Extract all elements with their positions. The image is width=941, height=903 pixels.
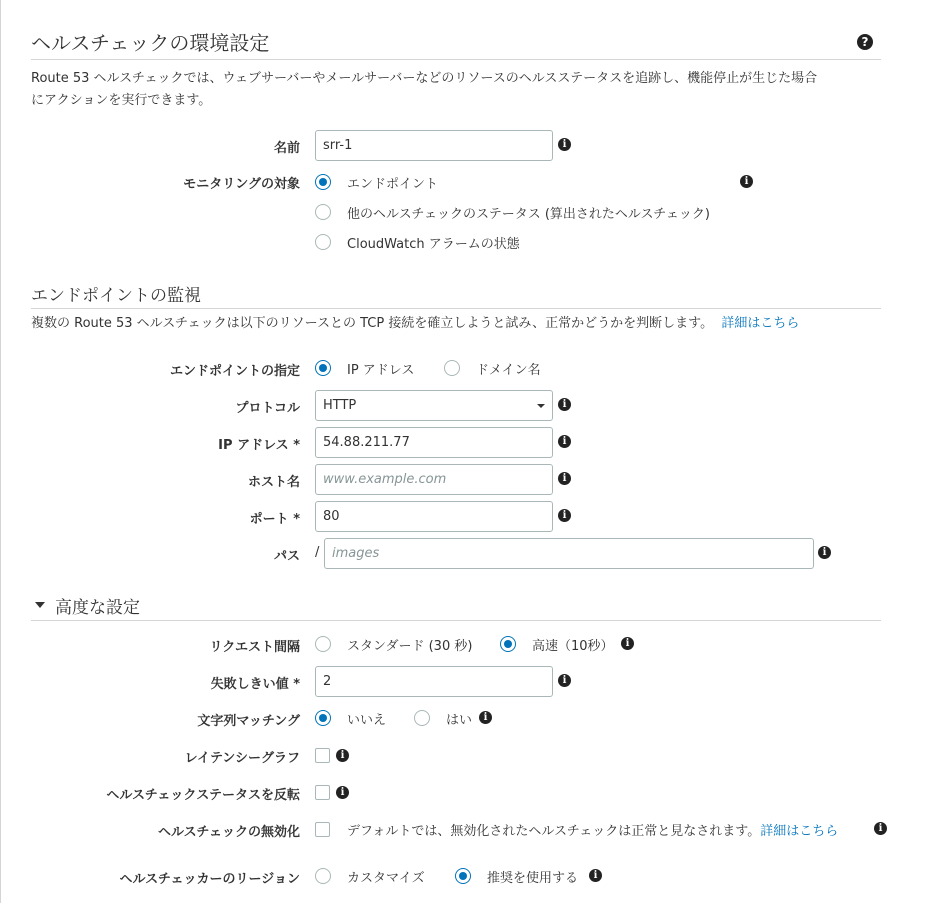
monitor-endpoint-radio[interactable] [315, 174, 331, 190]
page-description-line1: Route 53 ヘルスチェックでは、ウェブサーバーやメールサーバーなどのリソースのヘルスステータスを追跡し、機能停止が生じた場合 [31, 71, 818, 86]
specify-ip-radio[interactable] [315, 360, 331, 376]
info-icon[interactable]: i [558, 398, 571, 411]
disable-description: デフォルトでは、無効化されたヘルスチェックは正常と見なされます。詳細はこちら [347, 824, 839, 839]
port-input[interactable] [315, 501, 553, 532]
string-matching-yes-radio[interactable] [414, 710, 430, 726]
info-icon[interactable]: i [558, 509, 571, 522]
title-divider [31, 59, 881, 60]
specify-endpoint-label: エンドポイントの指定 [169, 364, 300, 379]
specify-domain-label: ドメイン名 [476, 363, 541, 378]
endpoint-description: 複数の Route 53 ヘルスチェックは以下のリソースとの TCP 接続を確立しようと試み、正常かどうかを判断します。 詳細はこちら [31, 316, 800, 331]
info-icon[interactable]: i [818, 546, 831, 559]
specify-domain-radio[interactable] [444, 360, 460, 376]
path-label: パス [273, 549, 300, 564]
monitor-cloudwatch-label: CloudWatch アラームの状態 [347, 237, 520, 252]
interval-standard-label: スタンダード (30 秒) [347, 639, 473, 654]
info-icon[interactable]: i [558, 435, 571, 448]
info-icon[interactable]: i [589, 869, 602, 882]
port-label: ポート * [249, 512, 300, 527]
host-name-input[interactable] [315, 464, 553, 495]
advanced-section-title[interactable]: 高度な設定 [55, 598, 140, 618]
monitor-other-healthcheck-label: 他のヘルスチェックのステータス (算出されたヘルスチェック) [347, 207, 710, 222]
string-matching-label: 文字列マッチング [197, 714, 300, 729]
name-label: 名前 [273, 141, 300, 156]
monitor-cloudwatch-radio[interactable] [315, 234, 331, 250]
advanced-divider [31, 620, 881, 621]
page-description-line2: にアクションを実行できます。 [31, 93, 212, 108]
name-input[interactable] [315, 130, 553, 161]
info-icon[interactable]: i [740, 175, 753, 188]
request-interval-label: リクエスト間隔 [209, 640, 300, 655]
ip-address-input[interactable] [315, 427, 553, 458]
info-icon[interactable]: i [874, 822, 887, 835]
failure-threshold-input[interactable] [315, 666, 553, 697]
regions-recommended-label: 推奨を使用する [487, 871, 579, 886]
disable-learn-more-link[interactable]: 詳細はこちら [760, 824, 839, 839]
info-icon[interactable]: i [558, 472, 571, 485]
info-icon[interactable]: i [336, 749, 349, 762]
string-matching-yes-label: はい [446, 713, 473, 728]
invert-status-label: ヘルスチェックステータスを反転 [106, 788, 300, 803]
invert-status-checkbox[interactable] [315, 785, 330, 800]
interval-fast-label: 高速（10秒） [532, 639, 614, 654]
info-icon[interactable]: i [336, 786, 349, 799]
help-icon[interactable]: ? [857, 34, 873, 50]
endpoint-divider [31, 308, 881, 309]
page-title: ヘルスチェックの環境設定 [31, 31, 270, 55]
path-prefix: / [315, 545, 320, 560]
monitor-endpoint-label: エンドポイント [347, 177, 439, 192]
learn-more-link[interactable]: 詳細はこちら [721, 316, 800, 331]
failure-threshold-label: 失敗しきい値 * [210, 677, 300, 692]
path-input[interactable] [324, 538, 814, 569]
regions-customize-radio[interactable] [315, 868, 331, 884]
monitor-target-label: モニタリングの対象 [183, 177, 300, 192]
info-icon[interactable]: i [558, 674, 571, 687]
caret-down-icon[interactable] [35, 602, 45, 608]
regions-customize-label: カスタマイズ [347, 871, 425, 886]
disable-healthcheck-label: ヘルスチェックの無効化 [158, 825, 300, 840]
checker-regions-label: ヘルスチェッカーのリージョン [119, 872, 300, 887]
interval-standard-radio[interactable] [315, 636, 331, 652]
specify-ip-label: IP アドレス [347, 363, 415, 378]
protocol-selected-value: HTTP [323, 398, 357, 413]
chevron-down-icon [537, 404, 545, 408]
regions-recommended-radio[interactable] [455, 868, 471, 884]
string-matching-no-radio[interactable] [315, 710, 331, 726]
latency-graph-label: レイテンシーグラフ [184, 751, 300, 766]
info-icon[interactable]: i [558, 138, 571, 151]
disable-healthcheck-checkbox[interactable] [315, 822, 330, 837]
endpoint-section-title: エンドポイントの監視 [31, 286, 201, 306]
host-name-label: ホスト名 [247, 475, 300, 490]
info-icon[interactable]: i [621, 637, 634, 650]
monitor-other-healthcheck-radio[interactable] [315, 204, 331, 220]
protocol-select[interactable] [315, 390, 553, 421]
interval-fast-radio[interactable] [500, 636, 516, 652]
string-matching-no-label: いいえ [347, 713, 387, 728]
latency-graph-checkbox[interactable] [315, 748, 330, 763]
protocol-label: プロトコル [235, 401, 300, 416]
ip-address-label: IP アドレス * [218, 438, 300, 453]
info-icon[interactable]: i [479, 711, 492, 724]
